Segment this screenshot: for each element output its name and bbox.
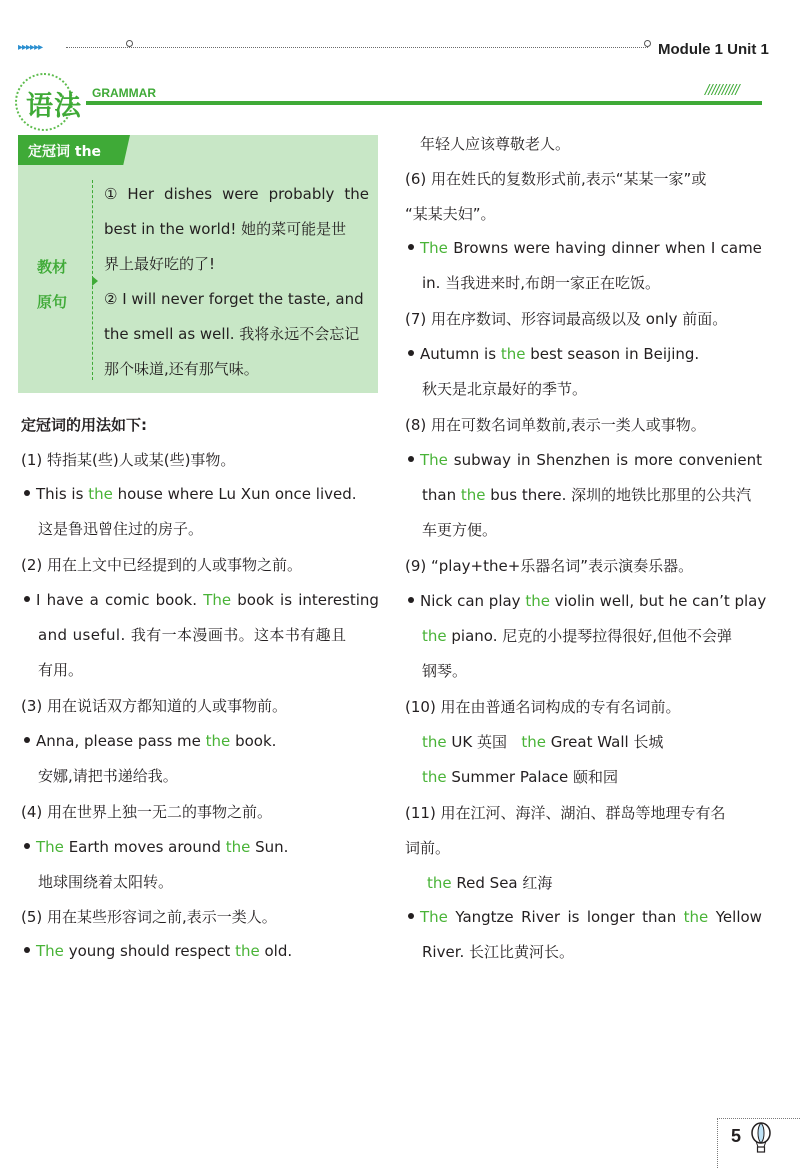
rule-10-example-line-2: the Summer Palace 颐和园 bbox=[422, 768, 618, 786]
rule-2-example-line-3: 有用。 bbox=[38, 661, 84, 679]
header-ring-left bbox=[126, 40, 133, 47]
rule-8-example-line-3: 车更方便。 bbox=[422, 521, 498, 539]
bullet-icon bbox=[408, 597, 414, 603]
rule-8-example-line-2: than the bus there. 深圳的地铁比那里的公共汽 bbox=[422, 486, 752, 504]
bullet-icon bbox=[408, 456, 414, 462]
bullet-icon bbox=[24, 843, 30, 849]
section-subtitle: GRAMMAR bbox=[92, 86, 156, 100]
rule-1-example: This is the house where Lu Xun once lived. bbox=[24, 484, 357, 504]
header-ring-right bbox=[644, 40, 651, 47]
rule-6-example-line-2: in. 当我进来时,布朗一家正在吃饭。 bbox=[422, 274, 660, 292]
example-label-2: 原句 bbox=[37, 293, 68, 311]
section-title: 语法 bbox=[26, 91, 82, 122]
example-sentence-1-line-2: best in the world! 她的菜可能是世 bbox=[104, 220, 347, 238]
rule-1-translation: 这是鲁迅曾住过的房子。 bbox=[38, 520, 204, 538]
rule-4: (4) 用在世界上独一无二的事物之前。 bbox=[21, 803, 273, 821]
rule-9-example-line-2: the piano. 尼克的小提琴拉得很好,但他不会弹 bbox=[422, 627, 733, 645]
rule-6: (6) 用在姓氏的复数形式前,表示“某某一家”或 bbox=[405, 170, 707, 188]
rule-11-example-line-1: the Red Sea 红海 bbox=[427, 874, 553, 892]
rule-5: (5) 用在某些形容词之前,表示一类人。 bbox=[21, 908, 277, 926]
rule-8: (8) 用在可数名词单数前,表示一类人或事物。 bbox=[405, 416, 706, 434]
example-arrow-icon bbox=[92, 276, 98, 286]
rule-7: (7) 用在序数词、形容词最高级以及 only 前面。 bbox=[405, 310, 728, 328]
example-label-1: 教材 bbox=[37, 258, 68, 276]
rule-8-example-line-1: The subway in Shenzhen is more convenient bbox=[408, 450, 762, 470]
bullet-icon bbox=[24, 947, 30, 953]
rule-9-example-line-1: Nick can play the violin well, but he can’t play bbox=[408, 591, 766, 611]
rule-6-example-line-1: The Browns were having dinner when I came bbox=[408, 238, 762, 258]
rule-9-example-line-3: 钢琴。 bbox=[422, 662, 468, 680]
section-hatch: ////////// bbox=[705, 83, 739, 98]
rule-5-translation: 年轻人应该尊敬老人。 bbox=[420, 135, 571, 153]
rule-11: (11) 用在江河、海洋、湖泊、群岛等地理专有名 bbox=[405, 804, 726, 822]
page-number: 5 bbox=[731, 1126, 742, 1146]
rule-11-line-2: 词前。 bbox=[405, 839, 451, 857]
rule-11-example-line-2: The Yangtze River is longer than the Yellow bbox=[408, 907, 762, 927]
example-tab-label: 定冠词 the bbox=[28, 144, 102, 160]
rule-2: (2) 用在上文中已经提到的人或事物之前。 bbox=[21, 556, 303, 574]
rule-4-translation: 地球围绕着太阳转。 bbox=[38, 873, 174, 891]
bullet-icon bbox=[408, 913, 414, 919]
header-dotted-line bbox=[66, 47, 648, 48]
example-sentence-2-line-1: ② I will never forget the taste, and bbox=[104, 290, 364, 308]
rule-4-example: The Earth moves around the Sun. bbox=[24, 837, 288, 857]
bullet-icon bbox=[24, 596, 30, 602]
bullet-icon bbox=[408, 244, 414, 250]
header-arrows: ▸▸▸▸▸▸ bbox=[18, 42, 43, 53]
example-sentence-2-line-3: 那个味道,还有那气味。 bbox=[104, 360, 259, 378]
rule-10-example-line-1: the UK 英国 the Great Wall 长城 bbox=[422, 733, 664, 751]
rule-1: (1) 特指某(些)人或某(些)事物。 bbox=[21, 451, 236, 469]
unit-label: Module 1 Unit 1 bbox=[658, 41, 769, 58]
rule-2-example-line-1: I have a comic book. The book is interesting bbox=[24, 590, 379, 610]
rule-5-example: The young should respect the old. bbox=[24, 941, 292, 961]
rule-3: (3) 用在说话双方都知道的人或事物前。 bbox=[21, 697, 288, 715]
example-sentence-1-line-3: 界上最好吃的了! bbox=[104, 255, 216, 273]
bullet-icon bbox=[24, 490, 30, 496]
rule-3-example: Anna, please pass me the book. bbox=[24, 731, 276, 751]
rule-10: (10) 用在由普通名词构成的专有名词前。 bbox=[405, 698, 681, 716]
example-sentence-1-line-1: ① Her dishes were probably the bbox=[104, 185, 369, 203]
rule-6-line-2: “某某夫妇”。 bbox=[405, 205, 496, 223]
usage-intro: 定冠词的用法如下: bbox=[21, 416, 147, 434]
rule-9: (9) “play+the+乐器名词”表示演奏乐器。 bbox=[405, 557, 694, 575]
hot-air-balloon-icon bbox=[750, 1122, 772, 1154]
example-sentence-2-line-2: the smell as well. 我将永远不会忘记 bbox=[104, 325, 360, 343]
rule-7-example: Autumn is the best season in Beijing. bbox=[408, 344, 699, 364]
bullet-icon bbox=[24, 737, 30, 743]
rule-2-example-line-2: and useful. 我有一本漫画书。这本书有趣且 bbox=[38, 626, 347, 644]
rule-7-translation: 秋天是北京最好的季节。 bbox=[422, 380, 588, 398]
rule-11-example-line-3: River. 长江比黄河长。 bbox=[422, 943, 575, 961]
section-rule bbox=[86, 101, 762, 105]
rule-3-translation: 安娜,请把书递给我。 bbox=[38, 767, 178, 785]
bullet-icon bbox=[408, 350, 414, 356]
